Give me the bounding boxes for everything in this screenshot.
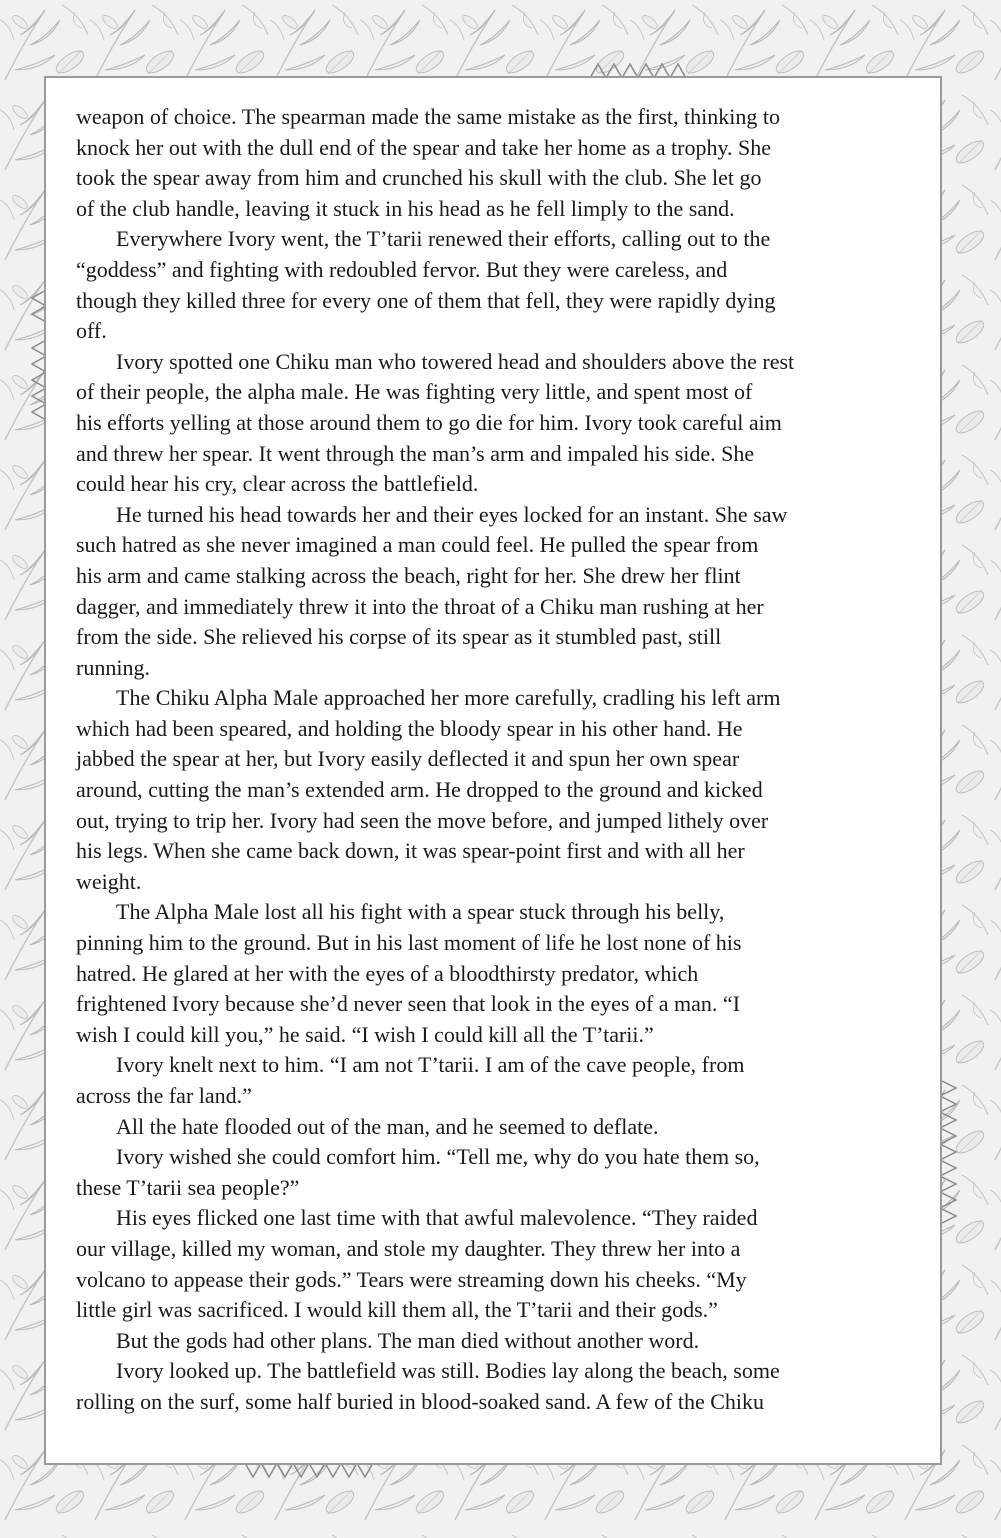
paragraph: Ivory wished she could comfort him. “Tell me, why do you hate them so, these T’tarii sea people?” — [76, 1144, 760, 1200]
paragraph: His eyes flicked one last time with that awful malevolence. “They raided our village, killed my woman, and stole my daughter. They threw her into a volcano to appease their gods.” Tears were streaming down his cheeks. “My little girl was sacrificed. I would kill them all, the T’tarii and their gods.” — [76, 1205, 758, 1323]
paragraph: He turned his head towards her and their eyes locked for an instant. She saw such hatred as she never imagined a man could feel. He pulled the spear from his arm and came stalking across the beach, right for her. She drew her flint dagger, and immediately threw it into the throat of a Chiku man rushing at her from the side. She relieved his corpse of its spear as it stumbled past, still running. — [76, 501, 788, 680]
paragraph: Ivory spotted one Chiku man who towered head and shoulders above the rest of their people, the alpha male. He was fighting very little, and spent most of his efforts yelling at those around them to go die for him. Ivory took careful aim and threw her spear. It went through the man’s arm and impaled his side. She could hear his cry, clear across the battlefield. — [76, 348, 795, 497]
paragraph: The Chiku Alpha Male approached her more carefully, cradling his left arm which had been speared, and holding the bloody spear in his other hand. He jabbed the spear at her, but Ivory easily deflected it and spun her own spear around, cutting the man’s extended arm. He dropped to the ground and kicked out, trying to trip her. Ivory had seen the move before, and jumped lithely over his legs. When she came back down, it was spear-point first and with all her weight. — [76, 685, 781, 894]
paragraph: Ivory knelt next to him. “I am not T’tarii. I am of the cave people, from across the far land.” — [76, 1052, 745, 1108]
paragraph: The Alpha Male lost all his fight with a spear stuck through his belly, pinning him to the ground. But in his last moment of life he lost none of his hatred. He glared at her with the eyes of a bloodthirsty predator, which frightened Ivory because she’d never seen that look in the eyes of a man. “I wish I could kill you,” he said. “I wish I could kill all the T’tarii.” — [76, 899, 742, 1047]
paragraph: All the hate flooded out of the man, and he seemed to deflate. — [116, 1113, 659, 1139]
paragraph: weapon of choice. The spearman made the same mistake as the first, thinking to knock her out with the dull end of the spear and take her home as a trophy. She took the spear away from him and crunched his skull with the club. She let go of the club handle, leaving it stuck in his head as he fell limply to the sand. — [76, 104, 780, 221]
paragraph: But the gods had other plans. The man died without another word. — [116, 1327, 700, 1353]
story-text — [76, 102, 918, 1418]
paragraph: Ivory looked up. The battlefield was still. Bodies lay along the beach, some rolling on the surf, some half buried in blood-soaked sand. A few of the Chiku — [76, 1358, 780, 1414]
paragraph: Everywhere Ivory went, the T’tarii renewed their efforts, calling out to the “goddess” and fighting with redoubled fervor. But they were careless, and though they killed three for every one of them that fell, they were rapidly dying off. — [76, 226, 776, 344]
